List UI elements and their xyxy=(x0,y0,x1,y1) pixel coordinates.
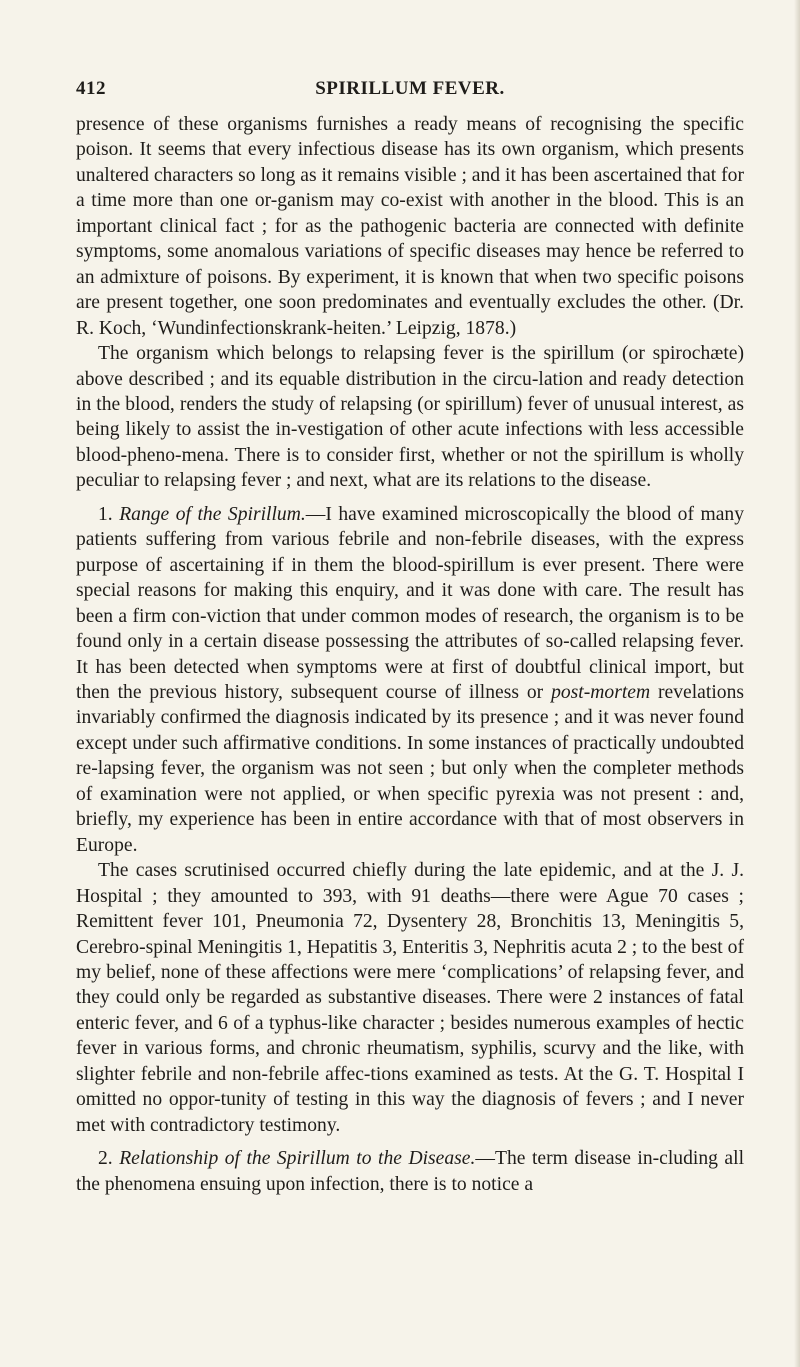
section-heading: Relationship of the Spirillum to the Disease. xyxy=(119,1148,476,1170)
section-text-part: —I have examined microscopically the blood of many patients suffering from various febrile and non-febrile diseases, with the express purpose of ascertaining if in them the blood-spirillum is ever present. There were special reasons for making this enquiry, and it was done with care. The result has been a firm con-viction that under common modes of research, the organism is to be found only in a certain disease possessing the attributes of so-called relapsing fever. It has been detected when symptoms were at first of doubtful clinical import, but then the previous history, subsequent course of illness or xyxy=(76,503,744,703)
running-head xyxy=(76,78,744,106)
page-edge-shadow xyxy=(794,0,800,1367)
section-number: 2. xyxy=(98,1148,113,1170)
section-text: —The term disease in-cluding all the phenomena ensuing upon infection, there is to notice a xyxy=(76,1148,745,1195)
section-relationship-to-disease xyxy=(76,1146,744,1197)
section-text-emphasis: post-mortem xyxy=(551,681,651,703)
section-text-part: revelations invariably confirmed the diagnosis indicated by its presence ; and it was never found except under such affirmative conditions. In some instances of practically undoubted re-lapsing fever, the organism was not seen ; but only when the completer methods of examination were not applied, or when specific pyrexia was not present : and, briefly, my experience has been in entire accordance with that of most observers in Europe. xyxy=(76,681,744,856)
book-page xyxy=(76,78,744,1197)
page-number: 412 xyxy=(76,78,106,99)
running-title: SPIRILLUM FEVER. xyxy=(315,78,505,99)
paragraph-relapsing-fever-organism: The organism which belongs to relapsing fever is the spirillum (or spirochæte) above described ; and its equable distribution in the circu-lation and ready detection in the blood, renders the study of relapsing (or spirillum) fever of unusual interest, as being likely to assist the in-vestigation of other acute infections with less accessible blood-pheno-mena. There is to consider first, whether or not the spirillum is wholly peculiar to relapsing fever ; and next, what are its relations to the disease. xyxy=(76,343,744,492)
paragraph-organism-poison: presence of these organisms furnishes a ready means of recognising the specific poison. It seems that every infectious disease has its own organism, which presents unaltered characters so long as it remains visible ; and it has been ascertained that for a time more than one or-ganism may co-exist with another in the blood. This is an important clinical fact ; for as the pathogenic bacteria are connected with definite symptoms, some anomalous variations of specific diseases may hence be referred to an admixture of poisons. By experiment, it is known that when two specific poisons are present together, one soon predominates and eventually excludes the other. (Dr. R. Koch, ‘Wundinfectionskrank-heiten.’ Leipzig, 1878.) xyxy=(76,114,744,339)
section-heading: Range of the Spirillum. xyxy=(119,503,306,525)
body-text xyxy=(76,112,744,1197)
section-range-of-spirillum xyxy=(76,502,744,858)
paragraph-cases-scrutinised: The cases scrutinised occurred chiefly during the late epidemic, and at the J. J. Hospital ; they amounted to 393, with 91 deaths—there were Ague 70 cases ; Remittent fever 101, Pneumonia 72, Dysentery 28, Bronchitis 13, Meningitis 5, Cerebro-spinal Meningitis 1, Hepatitis 3, Enteritis 3, Nephritis acuta 2 ; to the best of my belief, none of these affections were mere ‘complications’ of relapsing fever, and they could only be regarded as substantive diseases. There were 2 instances of fatal enteric fever, and 6 of a typhus-like character ; besides numerous examples of hectic fever in various forms, and chronic rheumatism, syphilis, scurvy and the like, with slighter febrile and non-febrile affec-tions examined as tests. At the G. T. Hospital I omitted no oppor-tunity of testing in this way the diagnosis of fevers ; and I never met with contradictory testimony. xyxy=(76,860,744,1136)
section-number: 1. xyxy=(98,503,113,525)
